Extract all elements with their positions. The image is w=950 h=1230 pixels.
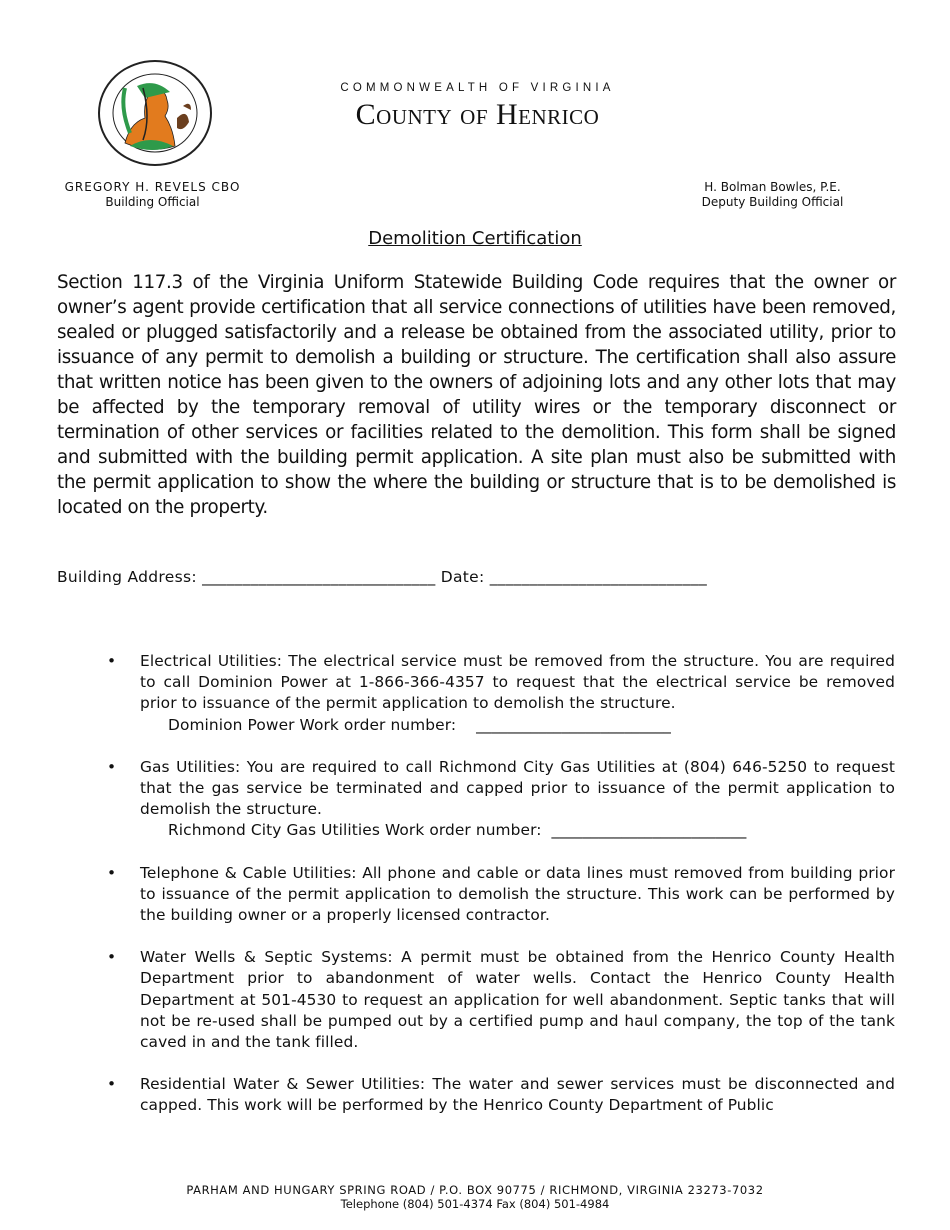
wells-septic-text: Water Wells & Septic Systems: A permit must be obtained from the Henrico County Health Department prior to abandonment of water wells. Contact the Henrico County Health Department at 501-4530 to request an application for well abandonment. Septic tanks that will not be re-used shall be pumped out by a certified pump and haul company, the top of the tank caved in and the tank filled. bbox=[140, 948, 895, 1052]
deputy-official-name: H. Bolman Bowles, P.E. bbox=[704, 180, 841, 194]
water-sewer-text: Residential Water & Sewer Utilities: The water and sewer services must be disconnected and capped. This work will be performed by the Henrico County Department of Public bbox=[140, 1075, 895, 1115]
list-item-wells-septic bbox=[107, 947, 895, 1053]
building-address-date-line[interactable]: Building Address: _____________________________ Date: ___________________________ bbox=[57, 568, 708, 586]
gas-work-order-field[interactable]: Richmond City Gas Utilities Work order number: _________________________ bbox=[168, 821, 747, 840]
bullet: • bbox=[107, 652, 117, 670]
intro-paragraph: Section 117.3 of the Virginia Uniform Statewide Building Code requires that the owner or owner’s agent provide certification that all service connections of utilities have been removed, sealed or plugged satisfactorily and a release be obtained from the associated utility, prior to issuance of any permit to demolish a building or structure. The certification shall also assure that written notice has been given to the owners of adjoining lots and any other lots that may be affected by the temporary removal of utility wires or the temporary disconnect or termination of other services or facilities related to the demolition. This form shall be signed and submitted with the building permit application. A site plan must also be submitted with the permit application to show the where the building or structure that is to be demolished is located on the property. bbox=[57, 272, 896, 518]
deputy-building-official bbox=[670, 180, 875, 210]
bullet: • bbox=[107, 757, 117, 776]
list-item-water-sewer bbox=[107, 1074, 895, 1116]
building-official bbox=[40, 180, 265, 210]
deputy-official-title: Deputy Building Official bbox=[701, 195, 844, 209]
document-title: Demolition Certification bbox=[368, 228, 582, 249]
footer-address: PARHAM AND HUNGARY SPRING ROAD / P.O. BOX 90775 / RICHMOND, VIRGINIA 23273-7032 bbox=[186, 1183, 764, 1197]
commonwealth-heading: COMMONWEALTH OF VIRGINIA bbox=[340, 82, 615, 94]
list-item-electrical bbox=[107, 651, 895, 736]
utilities-list bbox=[107, 651, 895, 1138]
county-heading: County of Henrico bbox=[355, 98, 600, 131]
electrical-text: Electrical Utilities: The electrical service must be removed from the structure. You are required to call Dominion Power at 1-866-366-4357 to request that the electrical service be removed prior to issuance of the permit application to demolish the structure. bbox=[140, 652, 895, 713]
building-official-title: Building Official bbox=[105, 195, 200, 209]
document-title-wrap bbox=[0, 228, 950, 249]
telephone-cable-text: Telephone & Cable Utilities: All phone and cable or data lines must removed from building prior to issuance of the permit application to demolish the structure. This work can be performed by the building owner or a properly licensed contractor. bbox=[140, 863, 895, 925]
dominion-work-order-field[interactable]: Dominion Power Work order number: _________________________ bbox=[168, 715, 671, 734]
bullet: • bbox=[107, 863, 117, 882]
gas-text: Gas Utilities: You are required to call Richmond City Gas Utilities at (804) 646-5250 to request that the gas service be terminated and capped prior to issuance of the permit application to demolish the structure. bbox=[140, 757, 895, 819]
bullet: • bbox=[107, 948, 117, 967]
county-seal-logo bbox=[95, 58, 215, 168]
bullet: • bbox=[107, 1075, 117, 1094]
building-official-name: GREGORY H. REVELS CBO bbox=[64, 180, 241, 194]
footer bbox=[0, 1183, 950, 1211]
list-item-telephone-cable bbox=[107, 863, 895, 927]
footer-phone: Telephone (804) 501-4374 Fax (804) 501-4984 bbox=[340, 1197, 610, 1211]
list-item-gas bbox=[107, 757, 895, 842]
